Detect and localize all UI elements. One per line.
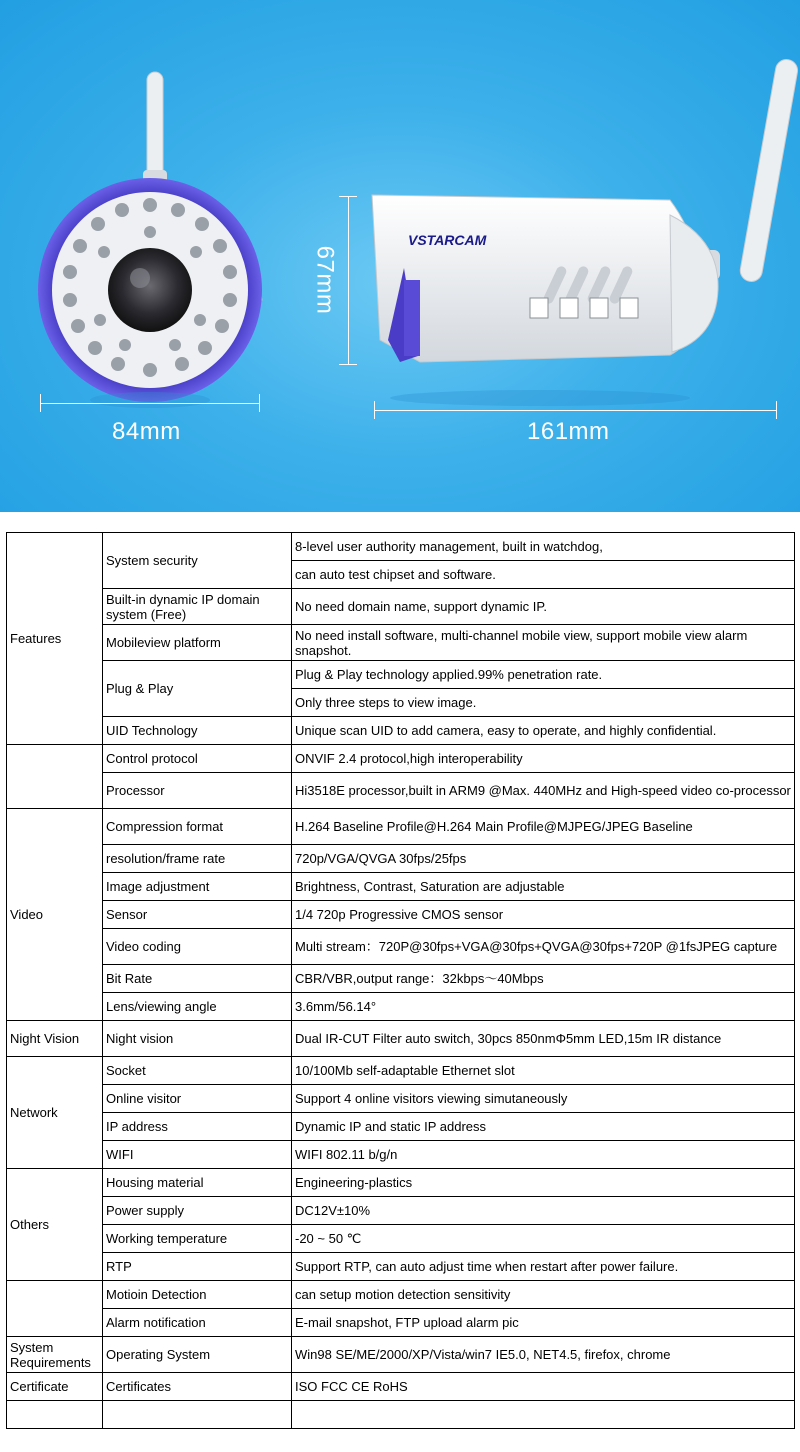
- spec-row: [7, 661, 795, 689]
- spec-value-cell: Only three steps to view image.: [292, 689, 795, 717]
- spec-group-cell: [7, 1401, 103, 1429]
- spec-row: [7, 1021, 795, 1057]
- spec-feature-cell: System security: [103, 533, 292, 589]
- spec-value-cell: Multi stream：720P@30fps+VGA@30fps+QVGA@30fps+720P @1fsJPEG capture: [292, 929, 795, 965]
- spec-feature-cell: Compression format: [103, 809, 292, 845]
- spec-feature-cell: Working temperature: [103, 1225, 292, 1253]
- spec-value-cell: DC12V±10%: [292, 1197, 795, 1225]
- spec-value-cell: can setup motion detection sensitivity: [292, 1281, 795, 1309]
- spec-value-cell: 720p/VGA/QVGA 30fps/25fps: [292, 845, 795, 873]
- spec-row: [7, 1373, 795, 1401]
- spec-row: [7, 965, 795, 993]
- spec-group-cell: Certificate: [7, 1373, 103, 1401]
- spec-row: [7, 773, 795, 809]
- spec-row: [7, 1197, 795, 1225]
- width-dimension-tick-right: [259, 394, 260, 412]
- spec-value-cell: No need domain name, support dynamic IP.: [292, 589, 795, 625]
- spec-value-cell: No need install software, multi-channel mobile view, support mobile view alarm snapshot.: [292, 625, 795, 661]
- spec-value-cell: Engineering-plastics: [292, 1169, 795, 1197]
- spec-value-cell: ONVIF 2.4 protocol,high interoperability: [292, 745, 795, 773]
- spec-feature-cell: Night vision: [103, 1021, 292, 1057]
- spec-feature-cell: Certificates: [103, 1373, 292, 1401]
- length-label: 161mm: [527, 418, 610, 445]
- spec-row: [7, 589, 795, 625]
- spec-feature-cell: Online visitor: [103, 1085, 292, 1113]
- spec-feature-cell: Mobileview platform: [103, 625, 292, 661]
- spec-feature-cell: Sensor: [103, 901, 292, 929]
- spec-value-cell: can auto test chipset and software.: [292, 561, 795, 589]
- spec-feature-cell: Motioin Detection: [103, 1281, 292, 1309]
- spec-feature-cell: Bit Rate: [103, 965, 292, 993]
- spec-table-wrapper: [6, 532, 794, 1429]
- spec-feature-cell: Socket: [103, 1057, 292, 1085]
- spec-group-cell: Night Vision: [7, 1021, 103, 1057]
- spec-row: [7, 1337, 795, 1373]
- height-dimension-tick-bottom: [339, 364, 357, 365]
- spec-group-cell: [7, 745, 103, 809]
- spec-row: [7, 929, 795, 965]
- spec-value-cell: Win98 SE/ME/2000/XP/Vista/win7 IE5.0, NET4.5, firefox, chrome: [292, 1337, 795, 1373]
- spec-row: [7, 625, 795, 661]
- spec-group-cell: Network: [7, 1057, 103, 1169]
- spec-feature-cell: Lens/viewing angle: [103, 993, 292, 1021]
- spec-group-cell: System Requirements: [7, 1337, 103, 1373]
- spec-value-cell: 1/4 720p Progressive CMOS sensor: [292, 901, 795, 929]
- spec-value-cell: 3.6mm/56.14°: [292, 993, 795, 1021]
- spec-group-cell: Others: [7, 1169, 103, 1281]
- spec-group-cell: Video: [7, 809, 103, 1021]
- spec-feature-cell: UID Technology: [103, 717, 292, 745]
- spec-value-cell: Support 4 online visitors viewing simutaneously: [292, 1085, 795, 1113]
- spec-value-cell: Support RTP, can auto adjust time when restart after power failure.: [292, 1253, 795, 1281]
- product-hero-image: [0, 0, 800, 512]
- spec-row: [7, 1253, 795, 1281]
- brand-logo: VSTARCAM: [408, 232, 487, 248]
- height-dimension-line: [348, 196, 349, 364]
- width-dimension-tick-left: [40, 394, 41, 412]
- spec-value-cell: Dynamic IP and static IP address: [292, 1113, 795, 1141]
- spec-feature-cell: Alarm notification: [103, 1309, 292, 1337]
- spec-row: [7, 717, 795, 745]
- spec-row: [7, 993, 795, 1021]
- spec-feature-cell: Built-in dynamic IP domain system (Free): [103, 589, 292, 625]
- spec-feature-cell: resolution/frame rate: [103, 845, 292, 873]
- spec-value-cell: WIFI 802.11 b/g/n: [292, 1141, 795, 1169]
- spec-value-cell: 8-level user authority management, built in watchdog,: [292, 533, 795, 561]
- spec-feature-cell: IP address: [103, 1113, 292, 1141]
- width-dimension-line: [40, 403, 260, 404]
- spec-row: [7, 1401, 795, 1429]
- spec-value-cell: Unique scan UID to add camera, easy to operate, and highly confidential.: [292, 717, 795, 745]
- spec-row: [7, 1225, 795, 1253]
- length-dimension-line: [374, 410, 777, 411]
- spec-feature-cell: RTP: [103, 1253, 292, 1281]
- spec-value-cell: [292, 1401, 795, 1429]
- spec-feature-cell: Power supply: [103, 1197, 292, 1225]
- spec-feature-cell: Housing material: [103, 1169, 292, 1197]
- spec-row: [7, 845, 795, 873]
- spec-feature-cell: WIFI: [103, 1141, 292, 1169]
- spec-feature-cell: [103, 1401, 292, 1429]
- spec-value-cell: Brightness, Contrast, Saturation are adjustable: [292, 873, 795, 901]
- spec-group-cell: [7, 1281, 103, 1337]
- spec-feature-cell: Processor: [103, 773, 292, 809]
- spec-feature-cell: Video coding: [103, 929, 292, 965]
- spec-row: [7, 1057, 795, 1085]
- height-dimension-tick-top: [339, 196, 357, 197]
- spec-row: [7, 1309, 795, 1337]
- width-label: 84mm: [112, 418, 181, 445]
- spec-value-cell: Plug & Play technology applied.99% penetration rate.: [292, 661, 795, 689]
- spec-row: [7, 1085, 795, 1113]
- spec-row: [7, 873, 795, 901]
- spec-row: [7, 1141, 795, 1169]
- spec-value-cell: CBR/VBR,output range：32kbps～40Mbps: [292, 965, 795, 993]
- spec-row: [7, 745, 795, 773]
- spec-group-cell: Features: [7, 533, 103, 745]
- spec-value-cell: 10/100Mb self-adaptable Ethernet slot: [292, 1057, 795, 1085]
- length-dimension-tick-right: [776, 401, 777, 419]
- spec-value-cell: E-mail snapshot, FTP upload alarm pic: [292, 1309, 795, 1337]
- spec-row: [7, 901, 795, 929]
- spec-value-cell: Dual IR-CUT Filter auto switch, 30pcs 850nmΦ5mm LED,15m IR distance: [292, 1021, 795, 1057]
- spec-value-cell: Hi3518E processor,built in ARM9 @Max. 440MHz and High-speed video co-processor: [292, 773, 795, 809]
- spec-feature-cell: Control protocol: [103, 745, 292, 773]
- spec-feature-cell: Operating System: [103, 1337, 292, 1373]
- length-dimension-tick-left: [374, 401, 375, 419]
- height-label: 67mm: [311, 245, 339, 315]
- spec-row: [7, 809, 795, 845]
- spec-feature-cell: Image adjustment: [103, 873, 292, 901]
- spec-row: [7, 1113, 795, 1141]
- spec-row: [7, 1169, 795, 1197]
- spec-table: [6, 532, 795, 1429]
- spec-value-cell: -20 ~ 50 ℃: [292, 1225, 795, 1253]
- spec-row: [7, 1281, 795, 1309]
- spec-row: [7, 533, 795, 561]
- spec-value-cell: ISO FCC CE RoHS: [292, 1373, 795, 1401]
- spec-value-cell: H.264 Baseline Profile@H.264 Main Profile@MJPEG/JPEG Baseline: [292, 809, 795, 845]
- spec-feature-cell: Plug & Play: [103, 661, 292, 717]
